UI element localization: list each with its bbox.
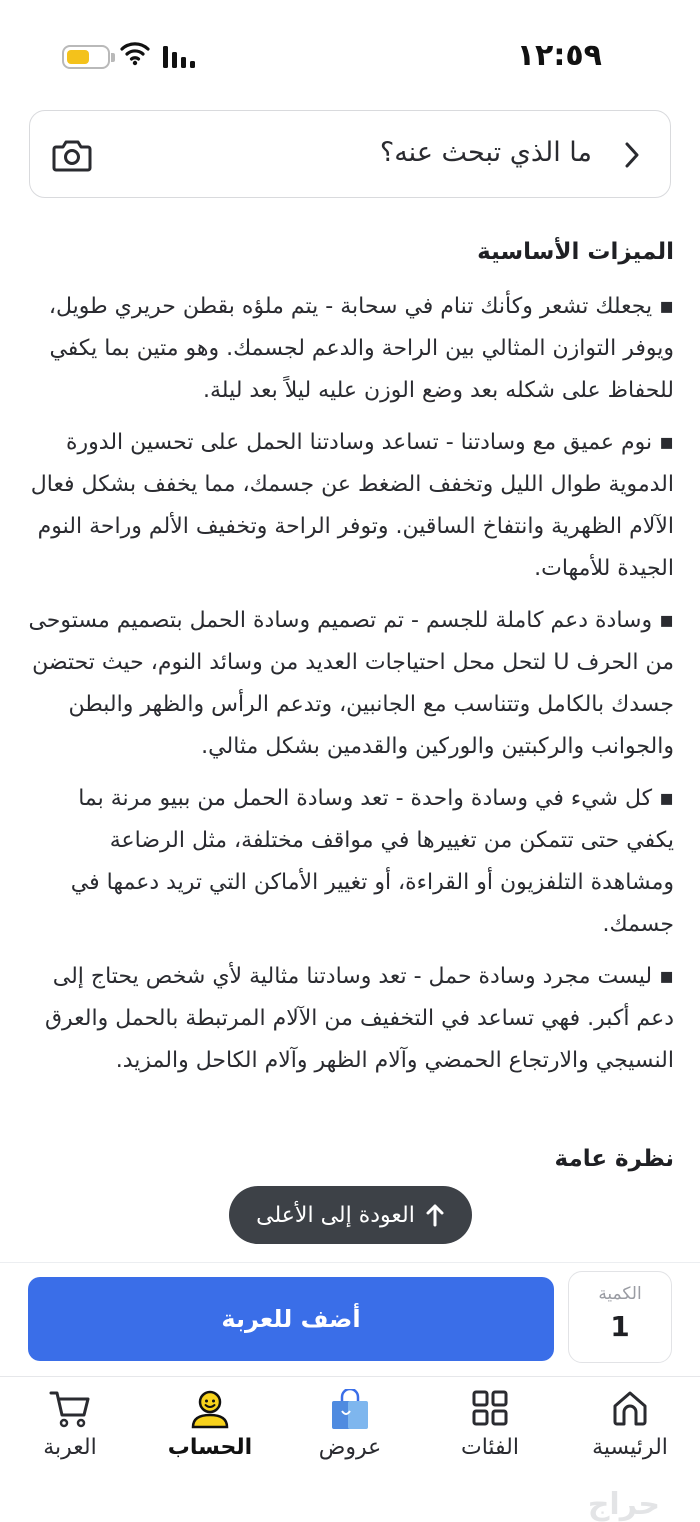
cart-icon — [49, 1389, 91, 1429]
nav-categories-label: الفئات — [461, 1435, 519, 1460]
grid-icon — [471, 1389, 509, 1427]
arrow-up-icon — [425, 1203, 445, 1227]
back-to-top-label: العودة إلى الأعلى — [256, 1202, 415, 1228]
home-icon — [610, 1389, 650, 1427]
nav-categories[interactable] — [420, 1377, 560, 1477]
nav-cart[interactable] — [0, 1377, 140, 1477]
quantity-label: الكمية — [598, 1284, 642, 1304]
add-to-cart-bar — [0, 1262, 700, 1376]
product-description — [24, 232, 674, 1092]
status-bar — [0, 0, 700, 100]
add-to-cart-button[interactable]: أضف للعربة — [28, 1277, 554, 1361]
nav-account-label: الحساب — [167, 1435, 253, 1460]
battery-icon — [62, 45, 110, 69]
account-icon — [190, 1389, 230, 1429]
search-placeholder: ما الذي تبحث عنه؟ — [379, 137, 592, 168]
watermark-logo: حراج — [587, 1487, 660, 1522]
status-time: ١٢:٥٩ — [516, 38, 602, 73]
nav-offers-label: عروض — [318, 1435, 382, 1460]
wifi-icon — [120, 40, 150, 66]
nav-account[interactable] — [140, 1377, 280, 1477]
quantity-selector[interactable] — [568, 1271, 672, 1363]
nav-home[interactable] — [560, 1377, 700, 1477]
signal-icon — [162, 44, 200, 68]
nav-home-label: الرئيسية — [592, 1435, 668, 1460]
feature-item: ▪ ليست مجرد وسادة حمل - تعد وسادتنا مثالية لأي شخص يحتاج إلى دعم أكبر. فهي تساعد في التخفيف من الآلام المرتبطة بالحمل والعرق النسيجي والارتجاع الحمضي وآلام الظهر وآلام الكاحل والمزيد. — [44, 964, 674, 1073]
nav-offers[interactable] — [280, 1377, 420, 1477]
quantity-value: 1 — [610, 1310, 630, 1343]
camera-icon[interactable] — [52, 137, 92, 173]
feature-item: ▪ وسادة دعم كاملة للجسم - تم تصميم وسادة الحمل بتصميم مستوحى من الحرف U لتحل محل احتياجات العديد من وسائد النوم، حيث تحتضن جسدك بالكامل وتتناسب مع الجانبين، وتدعم الرأس والظهر والبطن والجوانب والركبتين والوركين والقدمين بشكل مثالي. — [28, 608, 674, 759]
feature-item: ▪ نوم عميق مع وسادتنا - تساعد وسادتنا الحمل على تحسين الدورة الدموية طوال الليل وتخفف الضغط عن جسمك، مما يخفف بشكل فعال الآلام الظهرية وانتفاخ الساقين. وتوفر الراحة وتخفيف الألم وراحة النوم الجيدة للأمهات. — [30, 430, 674, 581]
feature-item: ▪ يجعلك تشعر وكأنك تنام في سحابة - يتم ملؤه بقطن حريري طويل، ويوفر التوازن المثالي بين الراحة والدعم لجسمك. وهو متين بما يكفي للحفاظ على شكله بعد وضع الوزن عليه ليلاً بعد ليلة. — [48, 294, 674, 403]
overview-title: نظرة عامة — [554, 1146, 674, 1172]
back-to-top-button[interactable] — [229, 1186, 472, 1244]
bottom-nav — [0, 1376, 700, 1522]
feature-item: ▪ كل شيء في وسادة واحدة - تعد وسادة الحمل من ببيو مرنة بما يكفي حتى تتمكن من تغييرها في مواقف مختلفة، مثل الرضاعة ومشاهدة التلفزيون أو القراءة، أو تغيير الأماكن التي تريد دعمها في جسمك. — [70, 786, 674, 937]
chevron-right-icon[interactable] — [624, 141, 640, 169]
features-title: الميزات الأساسية — [477, 239, 674, 265]
search-input[interactable] — [29, 110, 671, 198]
nav-cart-label: العربة — [43, 1435, 97, 1460]
shopping-bag-icon — [328, 1389, 372, 1431]
